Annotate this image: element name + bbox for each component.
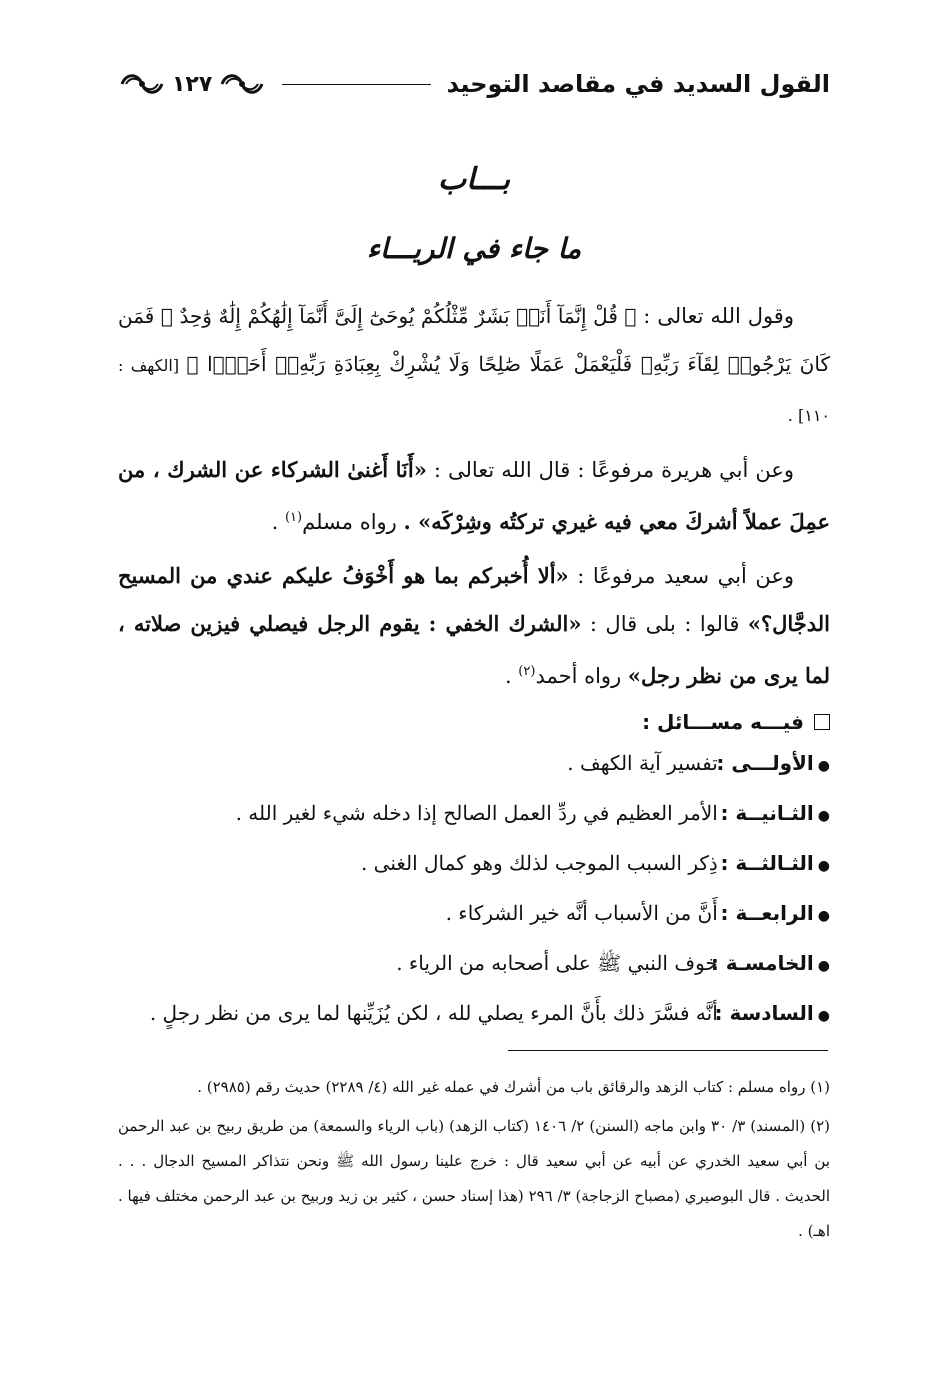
footnote-2: (٢) (المسند) ٣/ ٣٠ وابن ماجه (السنن) ٢/ ١٤٠٦ (كتاب الزهد) (باب الرياء والسمعة) من طريق ربيح بن عبد الرحمن بن أبي سعيد الخدري عن أبيه عن أبي سعيد قال : خرج علينا رسول الله ﷺ ونحن نتذاكر المسيح الدجال . . . الحديث . قال البوصيري (مصباح الزجاجة) ٣/ ٢٩٦ (هذا إسناد حسن ، كثير بن زيد وربيح بن عبد الرحمن مختلف فيها . اهـ) . — [118, 1117, 831, 1240]
issue-text: الأمر العظيم في ردِّ العمل الصالح إذا دخله شيء لغير الله . — [235, 801, 718, 825]
bullet-icon: ● — [817, 758, 830, 774]
issue-label: السادسة : — [714, 1001, 814, 1025]
issue-text: أنَّه فسَّرَ ذلك بأَنَّ المرء يصلي لله ، لكن يُزَيِّنها لما يرى من نظر رجلٍ . — [149, 1001, 718, 1025]
page-header — [118, 62, 830, 106]
hadith-intro: وعن أبي هريرة مرفوعًا : قال الله تعالى : — [426, 458, 794, 482]
issues-list — [118, 740, 830, 1040]
bullet-icon: ● — [817, 908, 830, 924]
footnote-1: (١) رواه مسلم : كتاب الزهد والرقائق باب من أشرك في عمله غير الله (٤/ ٢٢٨٩) حديث رقم (٢٩٨٥) . — [197, 1078, 830, 1096]
hadith-narrator: رواه أحمد — [535, 664, 628, 688]
quran-verse: ﴿ قُلْ إِنَّمَآ أَنَا۠ بَشَرٌ مِّثْلُكُمْ يُوحَىٰٓ إِلَىَّ أَنَّمَآ إِلَٰهُكُمْ إِلَٰهٌ وَٰحِدٌ ۖ فَمَن كَانَ يَرْجُوا۟ لِقَآءَ رَبِّهِۦ فَلْيَعْمَلْ عَمَلًا صَٰلِحًا وَلَا يُشْرِكْ بِعِبَادَةِ رَبِّهِۦٓ أَحَدًۢا ﴾ — [118, 304, 830, 376]
page-body — [118, 292, 830, 1040]
hadith-text: «ألا أُخبركم بما هو أَخْوَفُ عليكم عندي من المسيح الدجَّال؟» — [118, 563, 830, 636]
bullet-icon: ● — [817, 1008, 830, 1024]
verse-reference: [الكهف : ١١٠] . — [118, 356, 830, 425]
hadith-narrator: رواه مسلم — [302, 510, 404, 534]
issues-heading — [118, 710, 830, 734]
footnote-divider — [508, 1050, 828, 1051]
paragraph-hadith-abu-hurayra — [118, 446, 830, 546]
footnote-marker[interactable]: (١) — [284, 510, 303, 525]
paragraph-quran-verse — [118, 292, 830, 440]
footnote-marker[interactable]: (٢) — [518, 664, 536, 679]
bullet-icon: ● — [817, 808, 830, 824]
list-item — [118, 840, 830, 890]
footnotes — [118, 1070, 830, 1253]
issue-label: الثـالثــة : — [720, 851, 814, 875]
chapter-title: ما جاء في الريـــاء — [366, 232, 582, 265]
issue-label: الأولـــى : — [716, 751, 814, 775]
hadith-end: . — [504, 664, 519, 688]
left-ornament-icon — [118, 71, 166, 97]
list-item — [118, 790, 830, 840]
issues-heading-label: فيـــه مســـائل : — [642, 710, 804, 734]
list-item — [118, 940, 830, 990]
paragraph-hadith-abu-said — [118, 552, 830, 700]
hadith-intro: وعن أبي سعيد مرفوعًا : — [568, 564, 794, 588]
hadith-text: «الشرك الخفي : يقوم الرجل فيصلي فيزين صلاته ، لما يرى من نظر رجل» — [118, 611, 830, 688]
bullet-icon: ● — [817, 858, 830, 874]
issue-text: ذِكر السبب الموجب لذلك وهو كمال الغنى . — [360, 851, 718, 875]
chapter-label: بـــاب — [437, 162, 511, 197]
verse-intro: وقول الله تعالى : — [636, 304, 794, 328]
header-divider — [282, 84, 430, 85]
issue-text: تفسير آية الكهف . — [567, 751, 718, 775]
page-number-ornament — [118, 71, 266, 97]
right-ornament-icon — [218, 71, 266, 97]
list-item — [118, 740, 830, 790]
issue-label: الثـانيــة : — [720, 801, 814, 825]
book-title: القول السديد في مقاصد التوحيد — [446, 70, 830, 98]
issue-label: الخامسـة : — [710, 951, 814, 975]
page-number: ١٢٧ — [172, 71, 213, 97]
list-item — [118, 990, 830, 1040]
issue-text: أَنَّ من الأسباب أنَّه خير الشركاء . — [445, 901, 718, 925]
list-item — [118, 890, 830, 940]
bullet-icon: ● — [817, 958, 830, 974]
hadith-text: «أَنَا أَغنىٰ الشركاء عن الشرك ، من عمِلَ عملاً أشركَ معي فيه غيري تركتُه وشِرْكَه» . — [118, 457, 830, 534]
square-icon — [814, 714, 830, 730]
hadith-end: . — [271, 510, 285, 534]
issue-label: الرابعــة : — [720, 901, 814, 925]
issue-text: خوف النبي ﷺ على أصحابه من الرياء . — [396, 951, 718, 975]
hadith-dialogue: قالوا : بلى قال : — [581, 612, 748, 636]
